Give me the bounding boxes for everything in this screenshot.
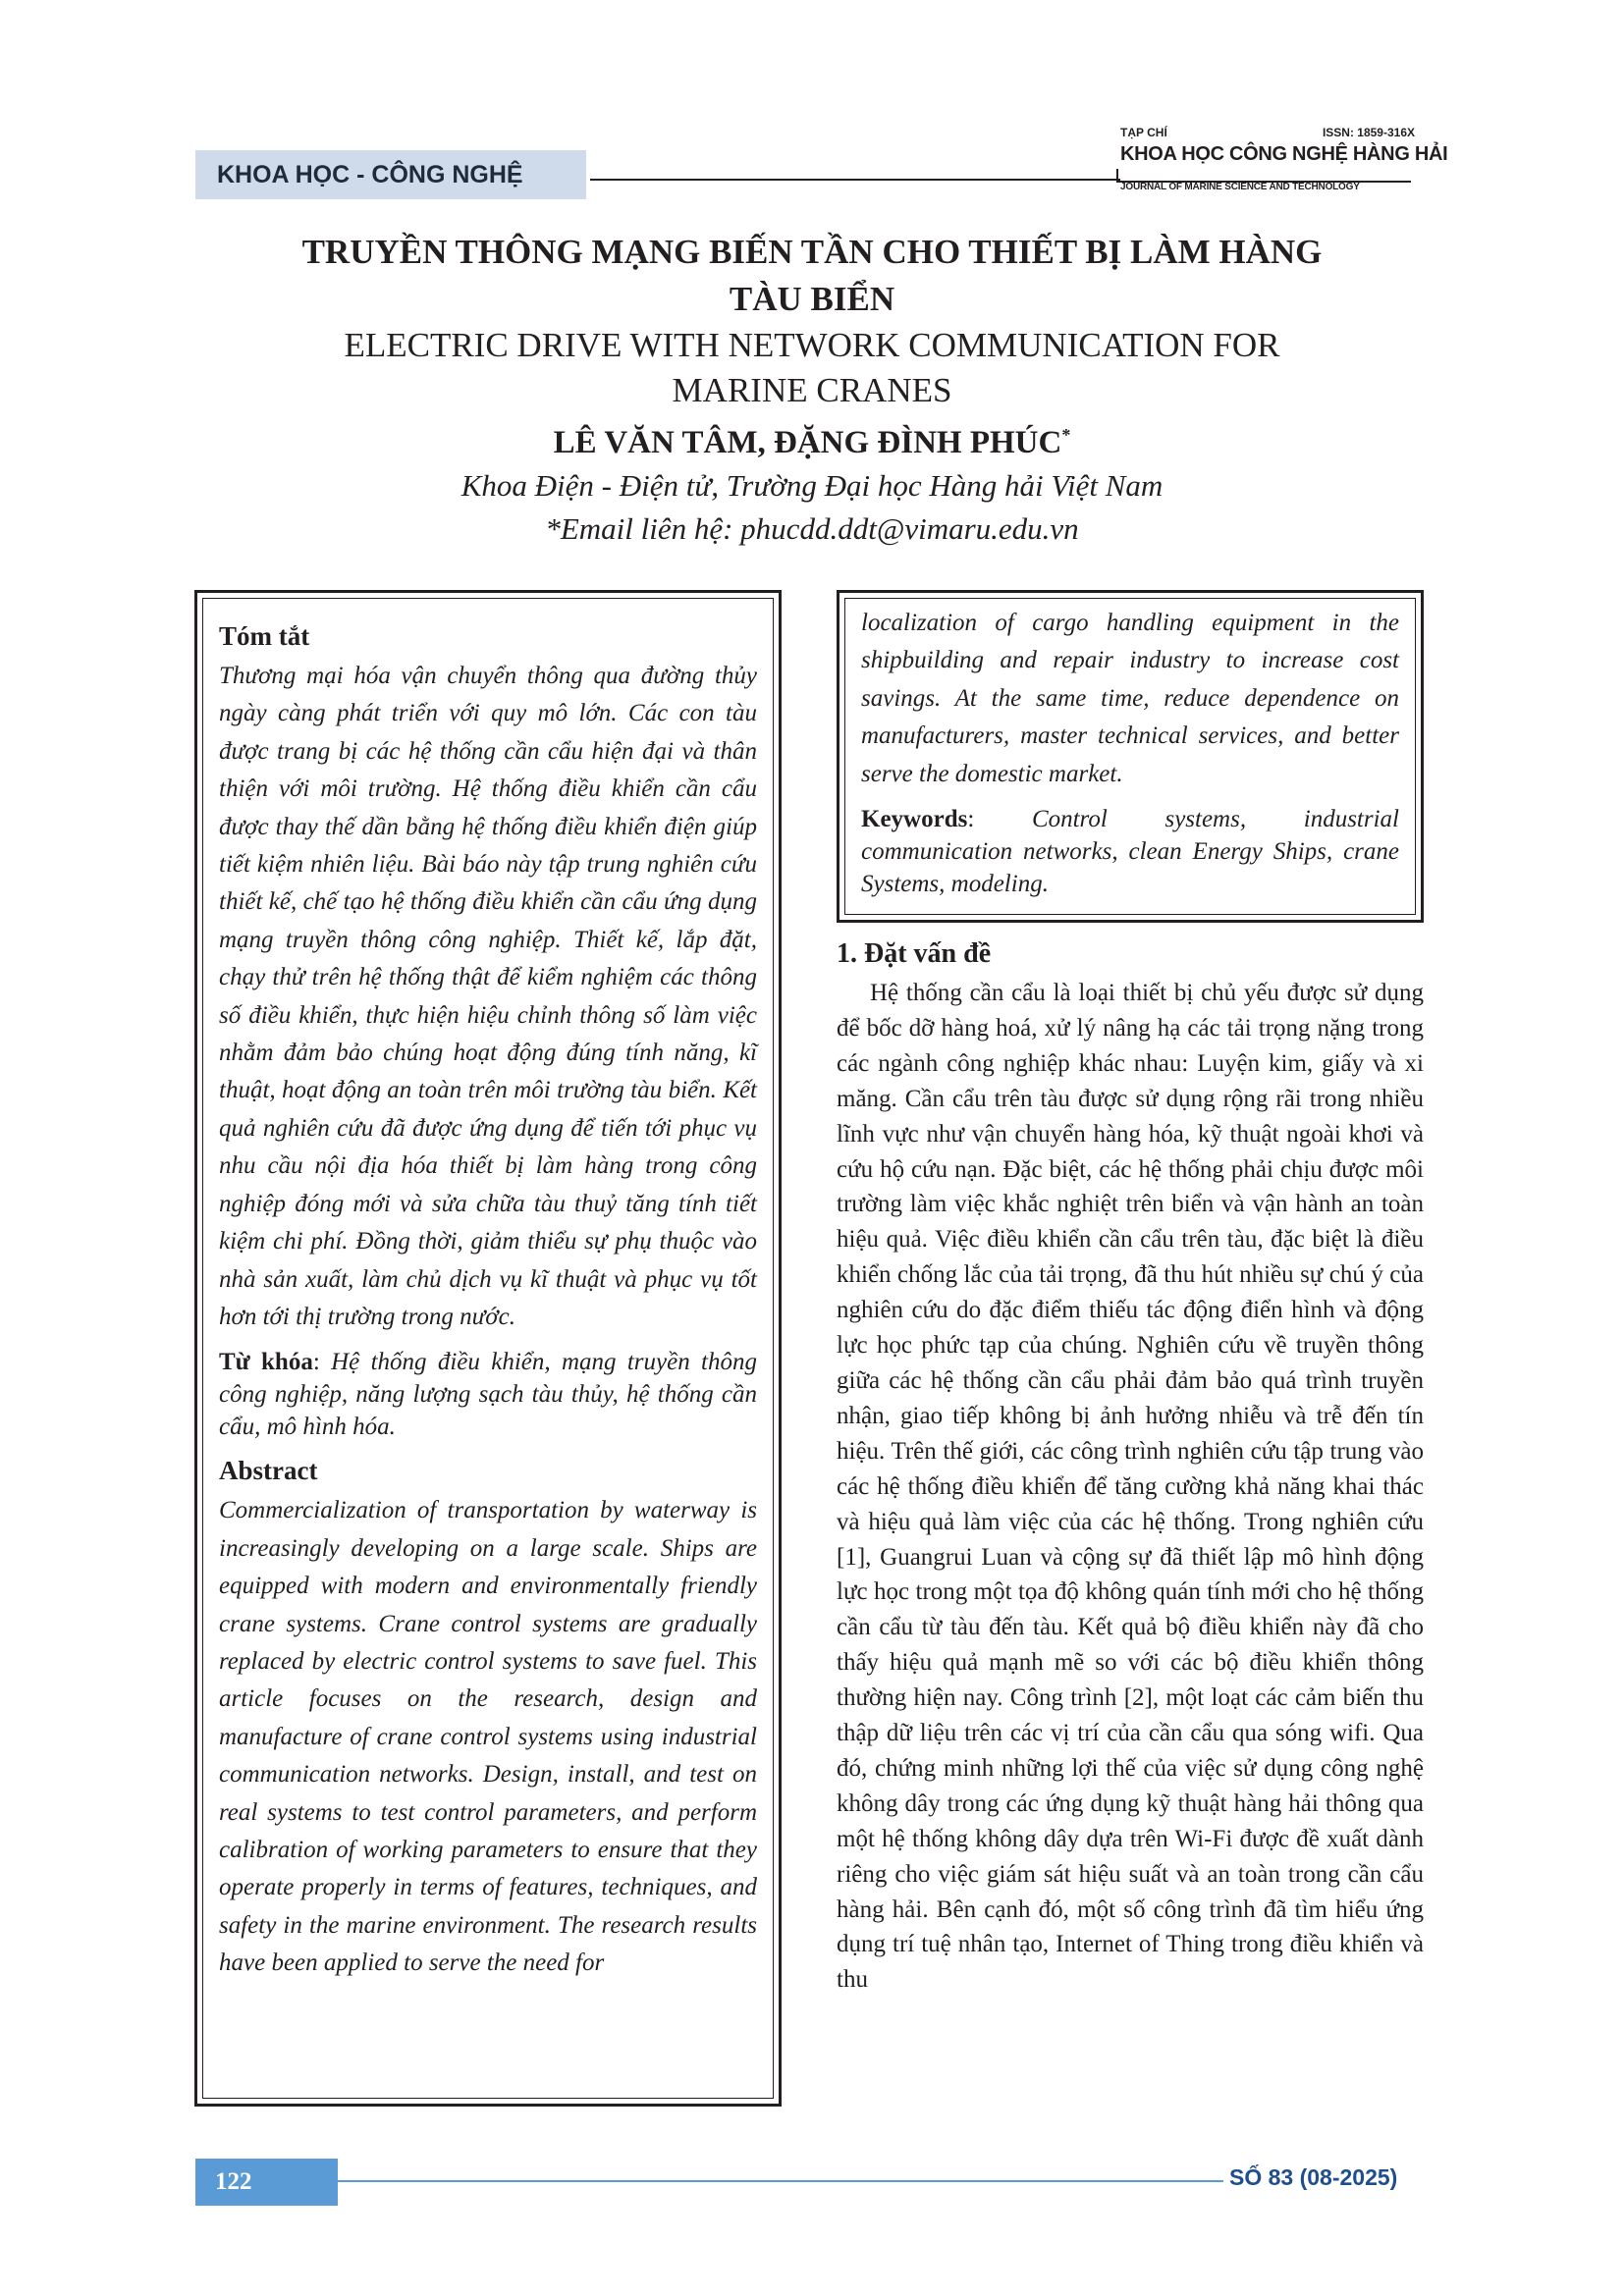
section-1-body: Hệ thống cần cẩu là loại thiết bị chủ yếu được sử dụng để bốc dỡ hàng hoá, xử lý nâng hạ các tải trọng nặng trong các ngành công nghiệp khác nhau: Luyện kim, giấy và xi măng. Cần cẩu trên tàu được sử dụng rộng rãi trong nhiều lĩnh vực như vận chuyển hàng hóa, kỹ thuật ngoài khơi và cứu hộ cứu nạn. Đặc biệt, các hệ thống phải chịu được môi trường làm việc khắc nghiệt trên biển và vận hành an toàn hiệu quả. Việc điều khiển cần cẩu trên tàu, đặc biệt là điều khiển chống lắc của tải trọng, đã thu hút nhiều sự chú ý của nghiên cứu do đặc điểm thiếu tác động điển hình và động lực học phức tạp của chúng. Nghiên cứu về truyền thông giữa các hệ thống cần cẩu phải đảm bảo quá trình truyền nhận, giao tiếp không bị ảnh hưởng nhiễu và trễ đến tín hiệu. Trên thế giới, các công trình nghiên cứu tập trung vào các hệ thống điều khiển để tăng cường khả năng khai thác và hiệu quả làm việc của các hệ thống. Trong nghiên cứu [1], Guangrui Luan và cộng sự đã thiết lập mô hình động lực học trong một tọa độ không quán tính mới cho hệ thống cần cẩu từ tàu đến tàu. Kết quả bộ điều khiển này đã cho thấy hiệu quả mạnh mẽ so với các bộ điều khiển thông thường hiện nay. Công trình [2], một loạt các cảm biến thu thập dữ liệu trên các vị trí của cần cẩu qua sóng wifi. Qua đó, chứng minh những lợi thế của việc sử dụng công nghệ không dây trong các ứng dụng kỹ thuật hàng hải thông qua một hệ thống không dây dựa trên Wi-Fi được đề xuất dành riêng cho việc giám sát hiệu suất và an toàn trong cần cẩu hàng hải. Bên cạnh đó, một số công trình đã tìm hiểu ứng dụng trí tuệ nhân tạo, Internet of Thing trong điều khiển và thu	[837, 980, 1424, 1994]
author-names: LÊ VĂN TÂM, ĐẶNG ĐÌNH PHÚC	[553, 425, 1062, 460]
issue-label: SỐ 83 (08-2025)	[1229, 2164, 1398, 2190]
summary-heading: Tóm tắt	[219, 621, 310, 651]
abstract-keywords-text: Control systems, industrial communication networks, clean Energy Ships, crane Systems, modeling.	[861, 806, 1399, 898]
abstract-keywords: Keywords: Control systems, industrial communication networks, clean Energy Ships, crane Systems, modeling.	[861, 806, 1399, 898]
journal-issn: ISSN: 1859-316X	[1322, 126, 1415, 139]
journal-bracket	[1116, 169, 1411, 183]
title-en-line2: MARINE CRANES	[672, 371, 952, 409]
abstract-text-part2: localization of cargo handling equipment in the shipbuilding and repair industry to increase cost savings. At the same time, reduce dependence on manufacturers, master technical services, and better serve the domestic market.	[861, 610, 1399, 787]
title-block	[147, 229, 1477, 551]
authors	[147, 413, 1477, 464]
abstract-box-right	[837, 590, 1424, 923]
summary-keywords: Từ khóa: Hệ thống điều khiển, mạng truyền thông công nghiệp, năng lượng sạch tàu thủy, hệ thống cần cẩu, mô hình hóa.	[219, 1349, 757, 1441]
journal-tap-chi: TẠP CHÍ	[1120, 126, 1167, 139]
section-1-heading: 1. Đặt vấn đề	[837, 938, 992, 969]
footer-rule	[338, 2180, 1223, 2182]
abstract-keywords-label: Keywords	[861, 806, 968, 833]
summary-keywords-label: Từ khóa	[219, 1349, 313, 1376]
header-rule	[590, 179, 1120, 181]
title-vn-line1: TRUYỀN THÔNG MẠNG BIẾN TẦN CHO THIẾT BỊ LÀM HÀNG	[301, 233, 1323, 271]
journal-masthead	[1120, 126, 1448, 196]
journal-name: KHOA HỌC CÔNG NGHỆ HÀNG HẢI	[1120, 143, 1448, 165]
summary-text: Thương mại hóa vận chuyển thông qua đường thủy ngày càng phát triển với quy mô lớn. Các con tàu được trang bị các hệ thống cần cẩu hiện đại và thân thiện với môi trường. Hệ thống điều khiển cần cẩu được thay thế dần bằng hệ thống điều khiển điện giúp tiết kiệm nhiên liệu. Bài báo này tập trung nghiên cứu thiết kế, chế tạo hệ thống điều khiển cần cẩu ứng dụng mạng truyền thông công nghiệp. Thiết kế, lắp đặt, chạy thử trên hệ thống thật để kiểm nghiệm các thông số điều khiển, thực hiện hiệu chỉnh thông số làm việc nhằm đảm bảo chúng hoạt động đúng tính năng, kĩ thuật, hoạt động an toàn trên môi trường tàu biển. Kết quả nghiên cứu đã được ứng dụng để tiến tới phục vụ nhu cầu nội địa hóa thiết bị làm hàng trong công nghiệp đóng mới và sửa chữa tàu thuỷ tăng tính tiết kiệm chi phí. Đồng thời, giảm thiểu sự phụ thuộc vào nhà sản xuất, làm chủ dịch vụ kĩ thuật và phục vụ tốt hơn tới thị trường trong nước.	[219, 663, 757, 1330]
journal-name-en: JOURNAL OF MARINE SCIENCE AND TECHNOLOGY	[1120, 182, 1360, 192]
affiliation: Khoa Điện - Điện tử, Trường Đại học Hàng hải Việt Nam	[460, 468, 1164, 503]
summary-keywords-text: Hệ thống điều khiển, mạng truyền thông công nghiệp, năng lượng sạch tàu thủy, hệ thống cần cẩu, mô hình hóa.	[219, 1349, 757, 1441]
page-number: 122	[195, 2159, 338, 2206]
author-mark: *	[1061, 425, 1071, 445]
section-tag: KHOA HỌC - CÔNG NGHỆ	[195, 150, 586, 199]
title-vn-line2: TÀU BIỂN	[729, 280, 895, 318]
abstract-heading: Abstract	[219, 1456, 318, 1486]
contact-email: *Email liên hệ: phucdd.ddt@vimaru.edu.vn	[545, 511, 1079, 546]
title-en-line1: ELECTRIC DRIVE WITH NETWORK COMMUNICATION FOR	[344, 326, 1280, 364]
abstract-text-part1: Commercialization of transportation by waterway is increasingly developing on a large scale. Ships are equipped with modern and environmentally friendly crane systems. Crane control systems are gradually replaced by electric control systems to save fuel. This article focuses on the research, design and manufacture of crane control systems using industrial communication networks. Design, install, and test on real systems to test control parameters, and perform calibration of working parameters to ensure that they operate properly in terms of features, techniques, and safety in the marine environment. The research results have been applied to serve the need for	[219, 1497, 757, 1977]
abstract-box-left	[194, 590, 782, 2107]
